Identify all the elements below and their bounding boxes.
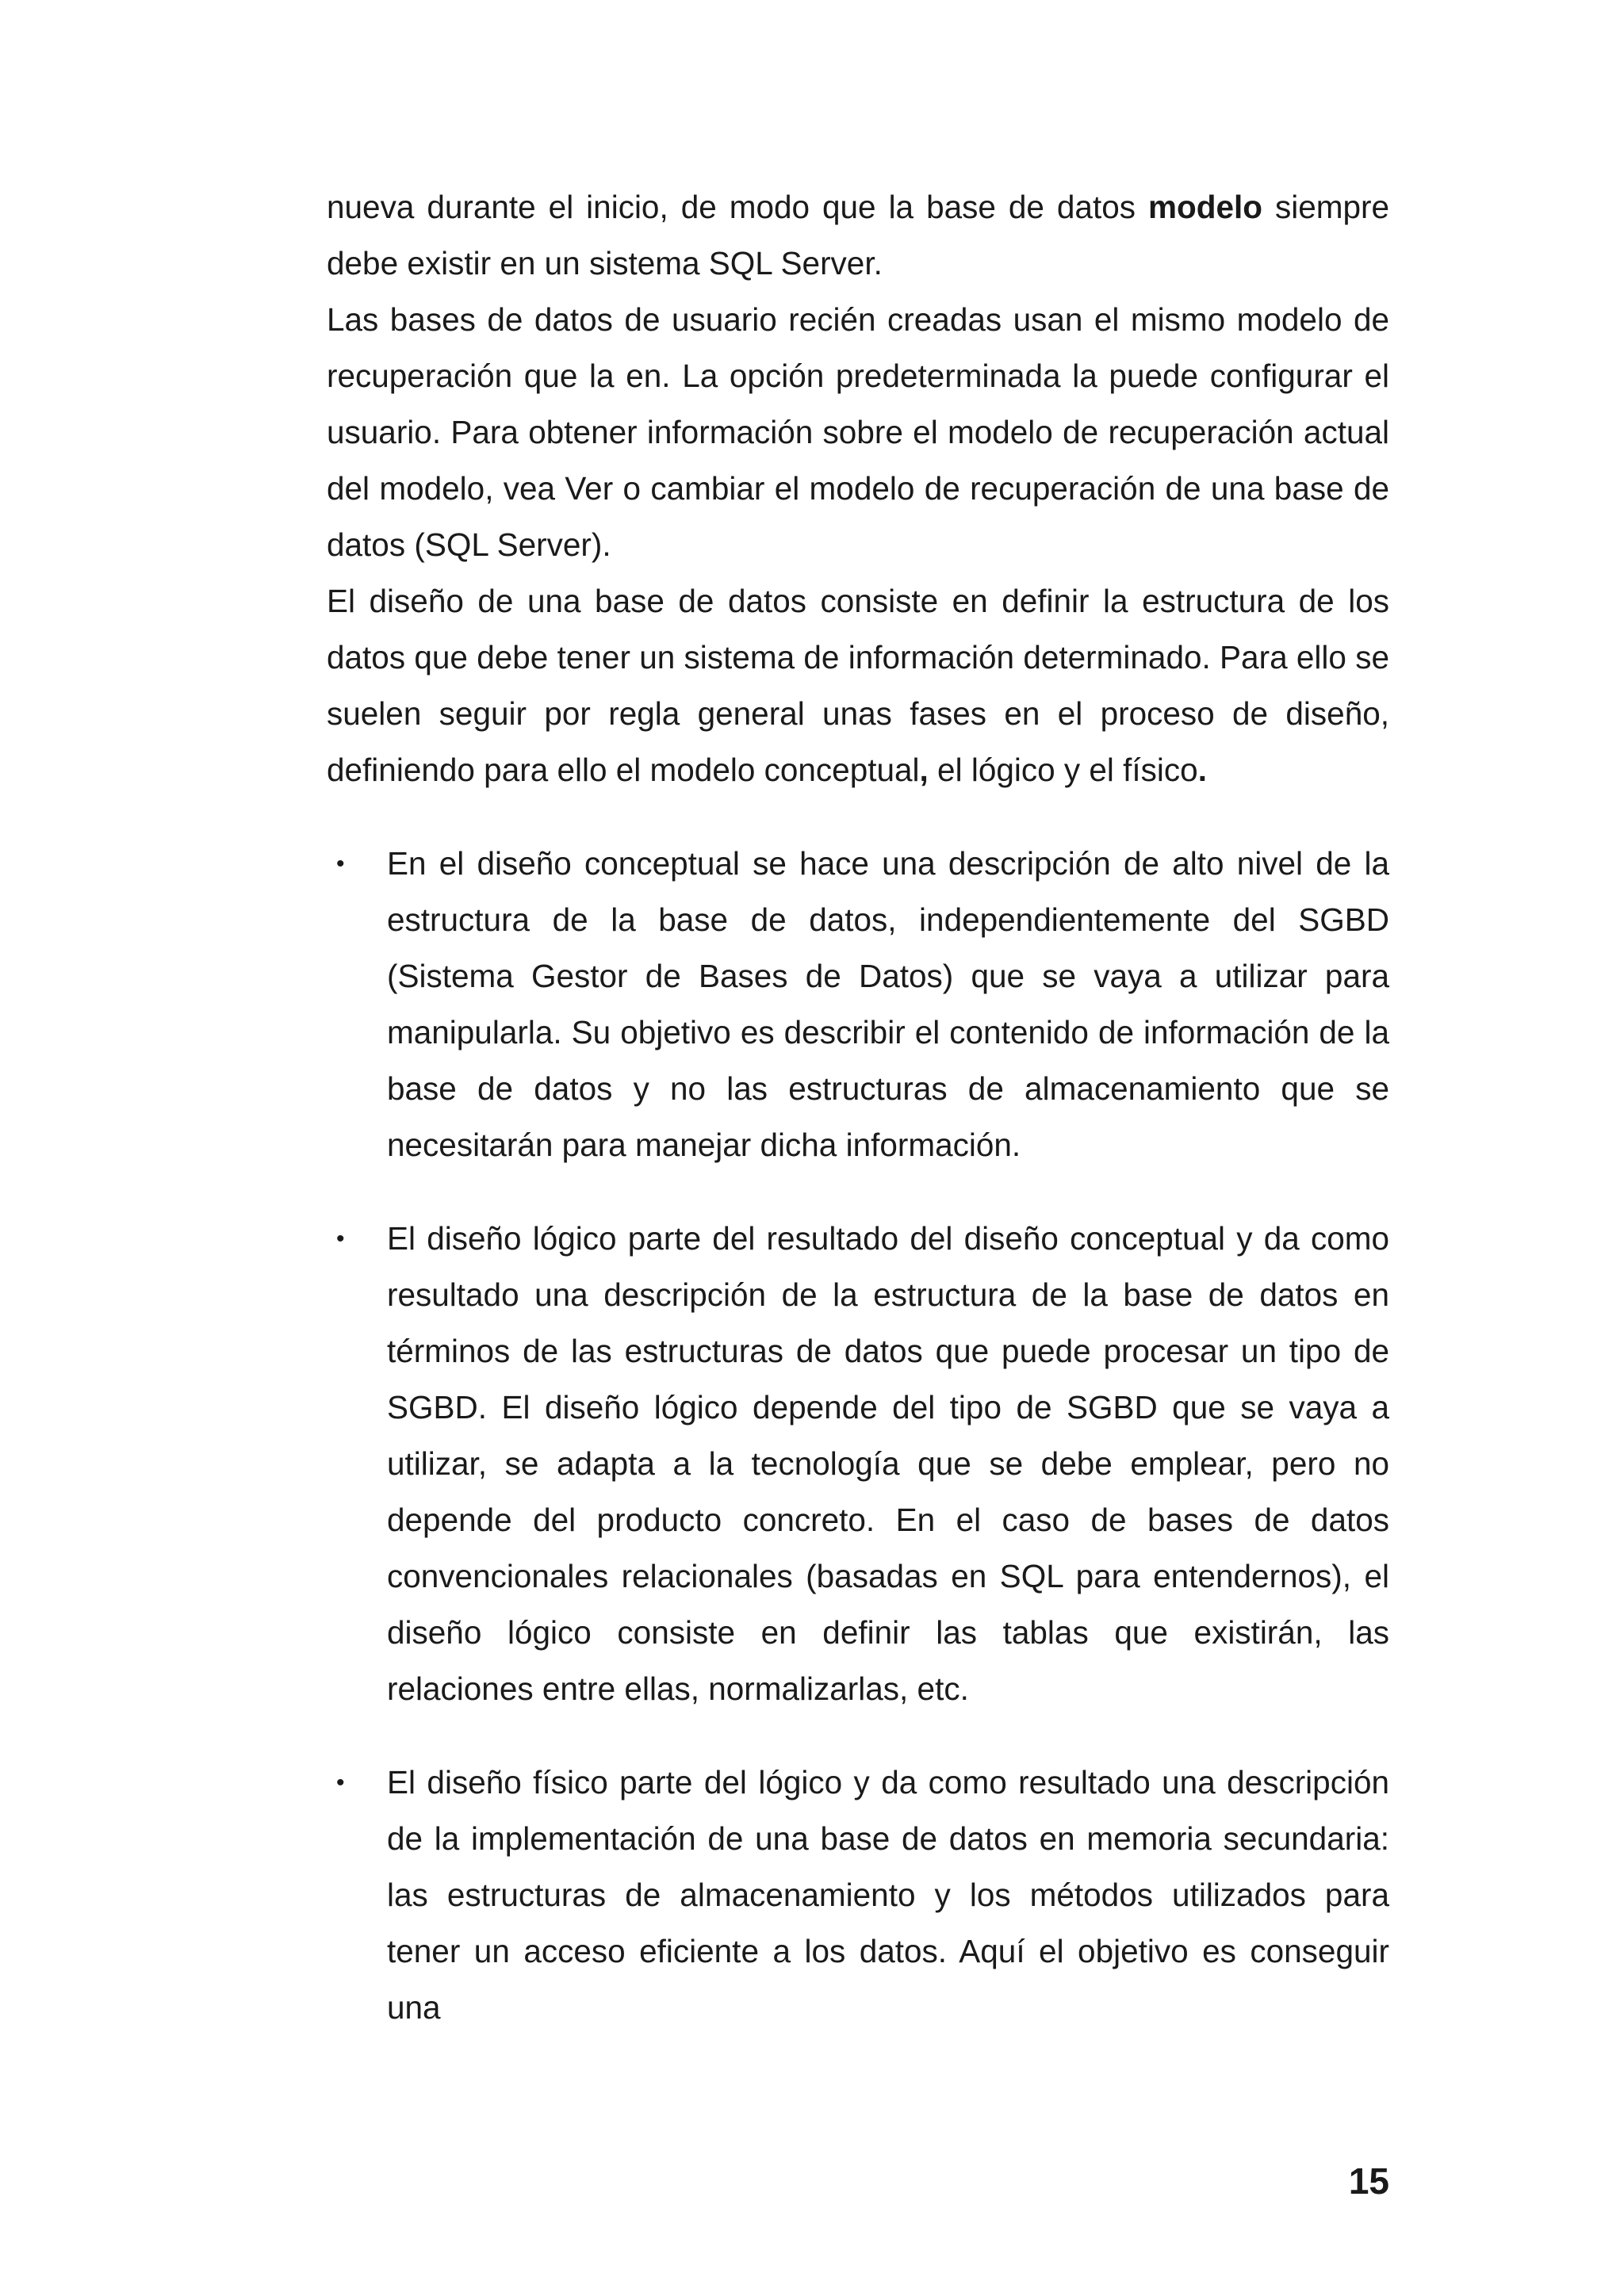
list-item-logical-design	[327, 1211, 1389, 1717]
paragraph-database-design	[327, 573, 1389, 798]
paragraph-text: El diseño de una base de datos consiste en definir la estructura de los datos que debe tener un sistema de información determinado. Para ello se suelen seguir por regla general unas fases en el proceso de diseño, definiendo para ello el modelo conceptual	[327, 583, 1389, 788]
bullet-icon: •	[336, 851, 345, 877]
page-number: 15	[1348, 2160, 1389, 2202]
list-item-text: El diseño lógico parte del resultado del diseño conceptual y da como resultado una descripción de la estructura de la base de datos en términos de las estructuras de datos que puede procesar un tipo de SGBD. El diseño lógico depende del tipo de SGBD que se vaya a utilizar, se adapta a la tecnología que se debe emplear, pero no depende del producto concreto. En el caso de bases de datos convencionales relacionales (basadas en SQL para entendernos), el diseño lógico consiste en definir las tablas que existirán, las relaciones entre ellas, normalizarlas, etc.	[387, 1220, 1389, 1707]
list-item-text: En el diseño conceptual se hace una descripción de alto nivel de la estructura de la base de datos, independientemente del SGBD (Sistema Gestor de Bases de Datos) que se vaya a utilizar para manipularla. Su objetivo es describir el contenido de información de la base de datos y no las estructuras de almacenamiento que se necesitarán para manejar dicha información.	[387, 845, 1389, 1163]
bold-term-modelo: modelo	[1147, 189, 1262, 225]
paragraph-text: siempre debe existir en un sistema SQL Server.	[327, 189, 1389, 281]
bullet-icon: •	[336, 1226, 345, 1252]
list-item-text: El diseño físico parte del lógico y da como resultado una descripción de la implementación de una base de datos en memoria secundaria: las estructuras de almacenamiento y los métodos utilizados para tener un acceso eficiente a los datos. Aquí el objetivo es conseguir una	[387, 1764, 1389, 2026]
bold-period: .	[1197, 752, 1207, 788]
paragraph-model-database	[327, 179, 1389, 292]
page-body	[327, 179, 1389, 2073]
paragraph-text: nueva durante el inicio, de modo que la base de datos	[327, 189, 1148, 225]
list-item-physical-design	[327, 1755, 1389, 2036]
paragraph-recovery-model: Las bases de datos de usuario recién creadas usan el mismo modelo de recuperación que la en. La opción predeterminada la puede configurar el usuario. Para obtener información sobre el modelo de recuperación actual del modelo, vea Ver o cambiar el modelo de recuperación de una base de datos (SQL Server).	[327, 301, 1389, 563]
bold-comma: ,	[919, 752, 929, 788]
paragraph-text: el lógico y el físico	[928, 752, 1198, 788]
list-item-conceptual-design	[327, 836, 1389, 1173]
design-phases-list	[327, 836, 1389, 2036]
bullet-icon: •	[336, 1770, 345, 1796]
